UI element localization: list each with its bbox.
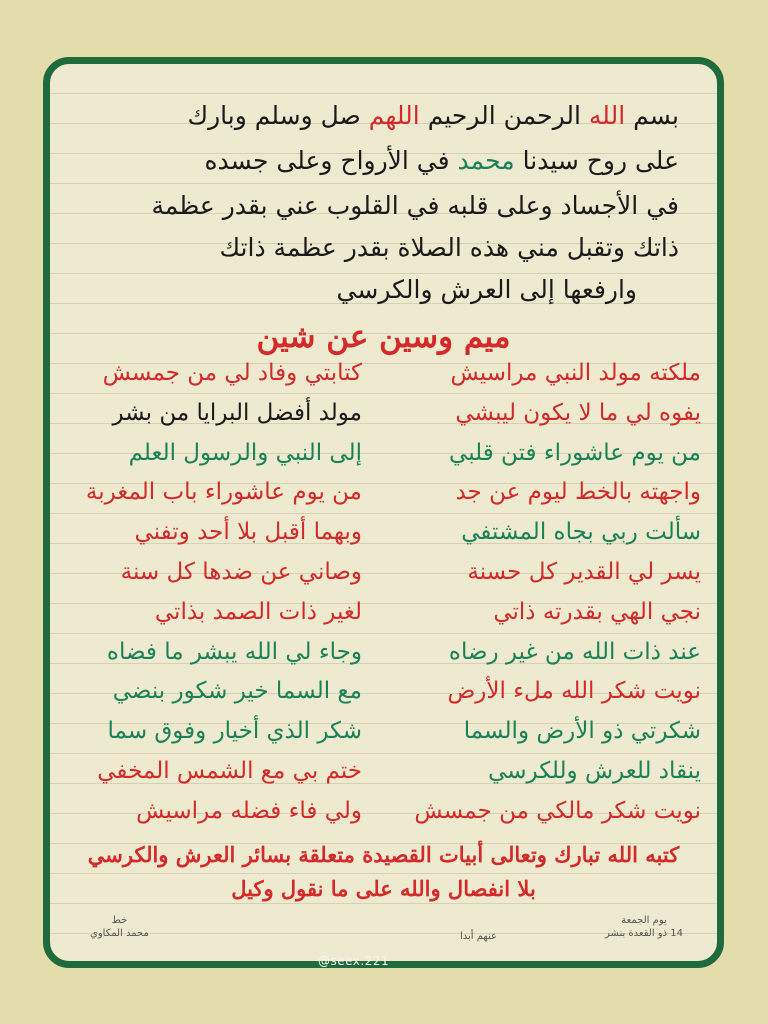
- verse-line: واجهته بالخط ليوم عن جد: [455, 479, 701, 506]
- intro-text-run: على روح سيدنا: [514, 146, 679, 175]
- intro-text-run: صل وسلم وبارك: [187, 101, 369, 130]
- signature-left-line-2: محمد المكاوي: [90, 928, 149, 939]
- intro-text-run: الله: [588, 101, 626, 130]
- signature-right: [605, 914, 683, 940]
- signature-left: [90, 914, 149, 940]
- poem-title: ميم وسين عن شين: [256, 319, 511, 355]
- verse-line: مولد أفضل البرايا من بشر: [112, 399, 362, 426]
- intro-text-run: اللهم: [368, 101, 420, 130]
- verse-line: نجي الهي بقدرته ذاتي: [493, 598, 701, 625]
- intro-line-5: وارفعها إلى العرش والكرسي: [336, 275, 637, 304]
- verse-line: من يوم عاشوراء باب المغربة: [85, 479, 362, 506]
- intro-text-run: بسم: [625, 101, 679, 130]
- verse-line: ملكته مولد النبي مراسيش: [450, 360, 701, 386]
- verses-left-column: [62, 354, 362, 832]
- verse-line: يسر لي القدير كل حسنة: [467, 558, 701, 585]
- verse-line: وصاني عن ضدها كل سنة: [120, 558, 362, 585]
- intro-text-run: في الأرواح وعلى جسده: [204, 146, 458, 175]
- intro-line-2: [79, 145, 679, 177]
- verse-line: ينقاد للعرش وللكرسي: [488, 757, 701, 784]
- closing-line-1: كتبه الله تبارك وتعالى أبيات القصيدة متعلقة بسائر العرش والكرسي: [87, 842, 680, 867]
- verse-line: وجاء لي الله يبشر ما فضاه: [106, 638, 362, 665]
- verse-line: يفوه لي ما لا يكون ليبشي: [455, 399, 701, 426]
- verse-line: من يوم عاشوراء فتن قلبي: [449, 439, 701, 466]
- verse-line: لغير ذات الصمد بذاتي: [154, 598, 362, 625]
- verse-line: عند ذات الله من غير رضاه: [448, 638, 701, 665]
- verse-line: سألت ربي بجاه المشتفي: [461, 519, 701, 546]
- intro-line-3: في الأجساد وعلى قلبه في القلوب عني بقدر عظمة: [151, 191, 679, 220]
- verse-line: إلى النبي والرسول العلم: [128, 439, 362, 466]
- signature-right-line-2: 14 ذو القعدة بنشر: [605, 928, 683, 939]
- verse-line: ختم بي مع الشمس المخفي: [97, 757, 362, 784]
- verse-line: شكرتي ذو الأرض والسما: [463, 718, 701, 745]
- verse-line: وبهما أقبل بلا أحد وتفني: [134, 519, 362, 546]
- signature-left-line-1: خط: [111, 915, 128, 926]
- verse-line: كتابتي وفاد لي من جمسش: [102, 360, 362, 386]
- signature-center: عنهم أبدا: [460, 931, 498, 942]
- closing-line-2: بلا انفصال والله على ما نقول وكيل: [231, 876, 536, 901]
- verse-line: ولي فاء فضله مراسيش: [136, 797, 362, 824]
- intro-text-run: محمد: [457, 146, 515, 175]
- verse-line: مع السما خير شكور بنضي: [112, 678, 362, 705]
- intro-line-4: ذاتك وتقبل مني هذه الصلاة بقدر عظمة ذاتك: [219, 233, 679, 262]
- verse-line: نويت شكر الله ملء الأرض: [447, 678, 701, 705]
- verse-line: شكر الذي أخيار وفوق سما: [107, 718, 362, 745]
- intro-text-run: الرحمن الرحيم: [419, 101, 589, 130]
- signature-right-line-1: يوم الجمعة: [621, 915, 667, 926]
- watermark-handle: @seex.221: [318, 954, 390, 968]
- manuscript-frame: [43, 57, 724, 968]
- verses-right-column: [401, 354, 701, 832]
- verse-line: نويت شكر مالكي من جمسش: [414, 797, 701, 824]
- intro-line-1: [79, 100, 679, 132]
